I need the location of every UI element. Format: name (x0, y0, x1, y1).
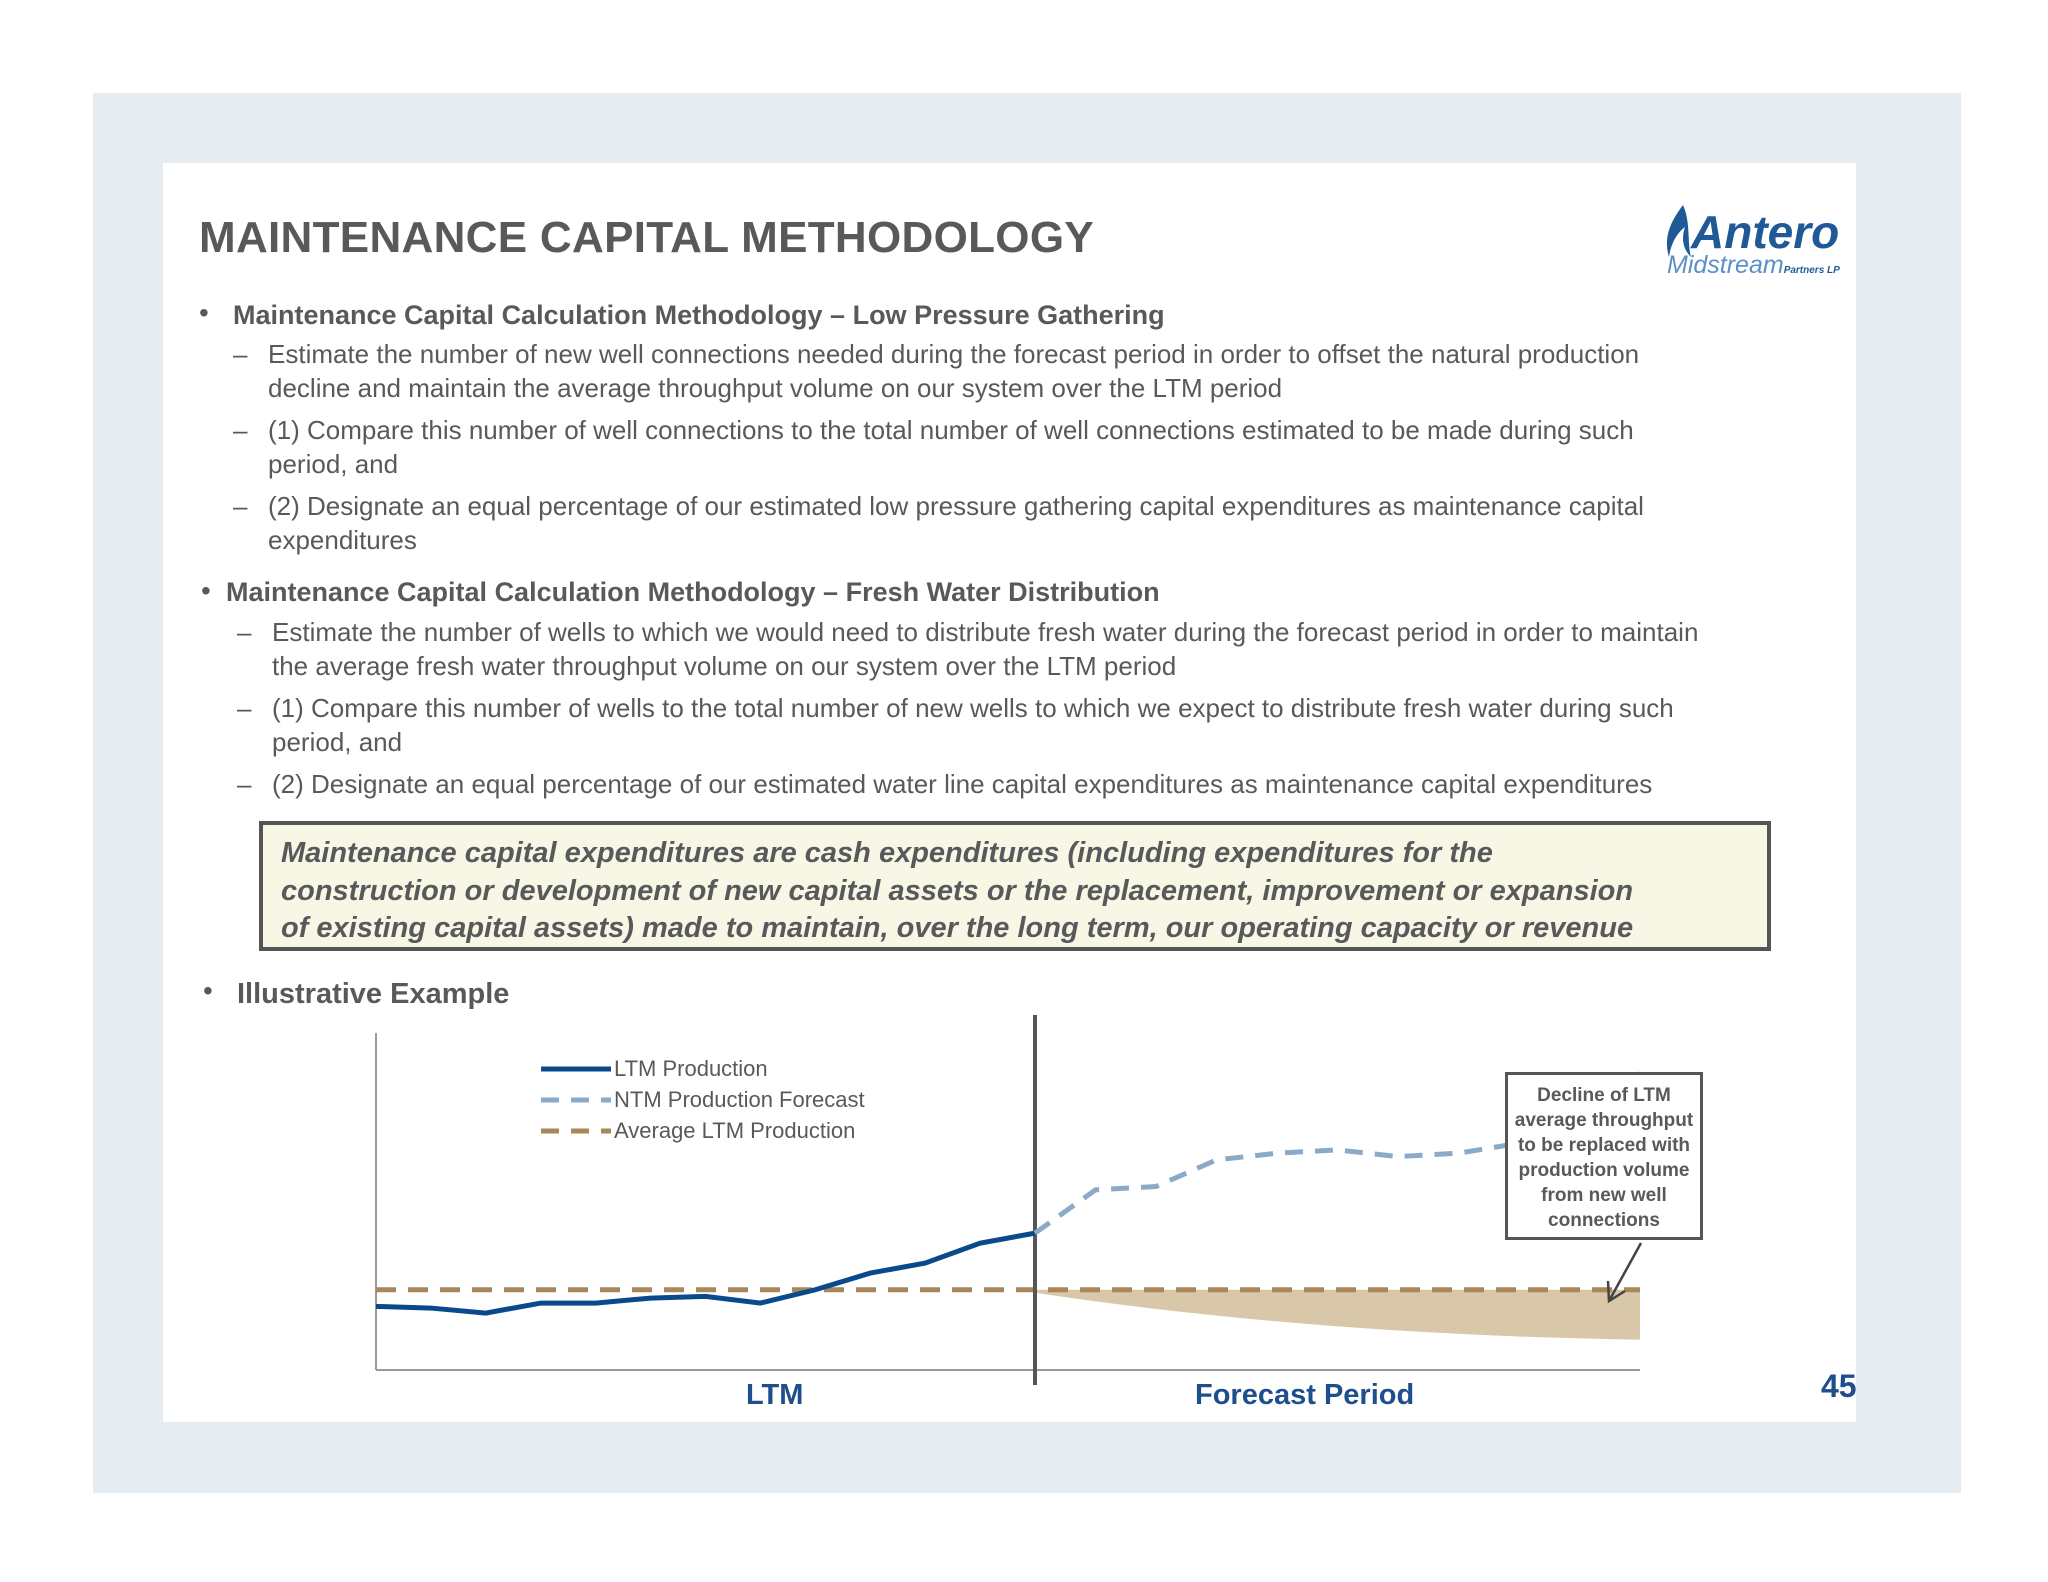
definition-callout: Maintenance capital expenditures are cash expenditures (including expenditures for the construction or development of new capital assets or the replacement, improvement or expansion of existing capital assets) made to maintain, over the long term, our operating capacity or revenue (259, 821, 1771, 951)
decline-annotation: Decline of LTM average throughput to be replaced with production volume from new well connections (1505, 1072, 1703, 1240)
dash: – (233, 491, 248, 521)
x-label-forecast: Forecast Period (1195, 1379, 1415, 1411)
section2-heading: Maintenance Capital Calculation Methodology – Fresh Water Distribution (226, 577, 1160, 607)
list-item: Estimate the number of wells to which we would need to distribute fresh water during the forecast period in order to maintain the average fresh water throughput volume on our system over the LTM period (272, 617, 1699, 681)
legend-item: LTM Production (614, 1056, 768, 1081)
series-ltm-production (376, 1233, 1035, 1313)
dash: – (237, 693, 252, 723)
logo-brand: Antero (1691, 206, 1840, 258)
section3-heading: Illustrative Example (237, 978, 510, 1010)
list-item: (1) Compare this number of well connections to the total number of well connections estimated to be made during such period, and (268, 415, 1634, 479)
logo-sub-suffix: Partners LP (1783, 265, 1840, 276)
legend-item: NTM Production Forecast (614, 1087, 865, 1112)
dash: – (233, 415, 248, 445)
dash: – (237, 769, 252, 799)
list-item: (2) Designate an equal percentage of our estimated low pressure gathering capital expenditures as maintenance capital expenditures (268, 491, 1644, 555)
list-item: (1) Compare this number of wells to the total number of new wells to which we expect to distribute fresh water during such period, and (272, 693, 1674, 757)
bullet-dot: • (201, 575, 211, 606)
page-title: MAINTENANCE CAPITAL METHODOLOGY (199, 213, 1094, 262)
page-number: 45 (1821, 1368, 1857, 1404)
logo-sub: MidstreamPartners LP (1667, 251, 1840, 279)
dash: – (237, 617, 252, 647)
list-item: (2) Designate an equal percentage of our estimated water line capital expenditures as maintenance capital expenditures (272, 769, 1653, 799)
list-item: Estimate the number of new well connections needed during the forecast period in order to offset the natural production decline and maintain the average throughput volume on our system over the LTM period (268, 339, 1640, 403)
x-label-ltm: LTM (746, 1379, 804, 1411)
bullet-dot: • (199, 297, 209, 328)
bullet-dot: • (203, 975, 213, 1006)
slide (163, 163, 1856, 1422)
section1-heading: Maintenance Capital Calculation Methodology – Low Pressure Gathering (233, 300, 1165, 330)
legend-item: Average LTM Production (614, 1118, 856, 1143)
dash: – (233, 339, 248, 369)
decline-area (1035, 1290, 1640, 1340)
